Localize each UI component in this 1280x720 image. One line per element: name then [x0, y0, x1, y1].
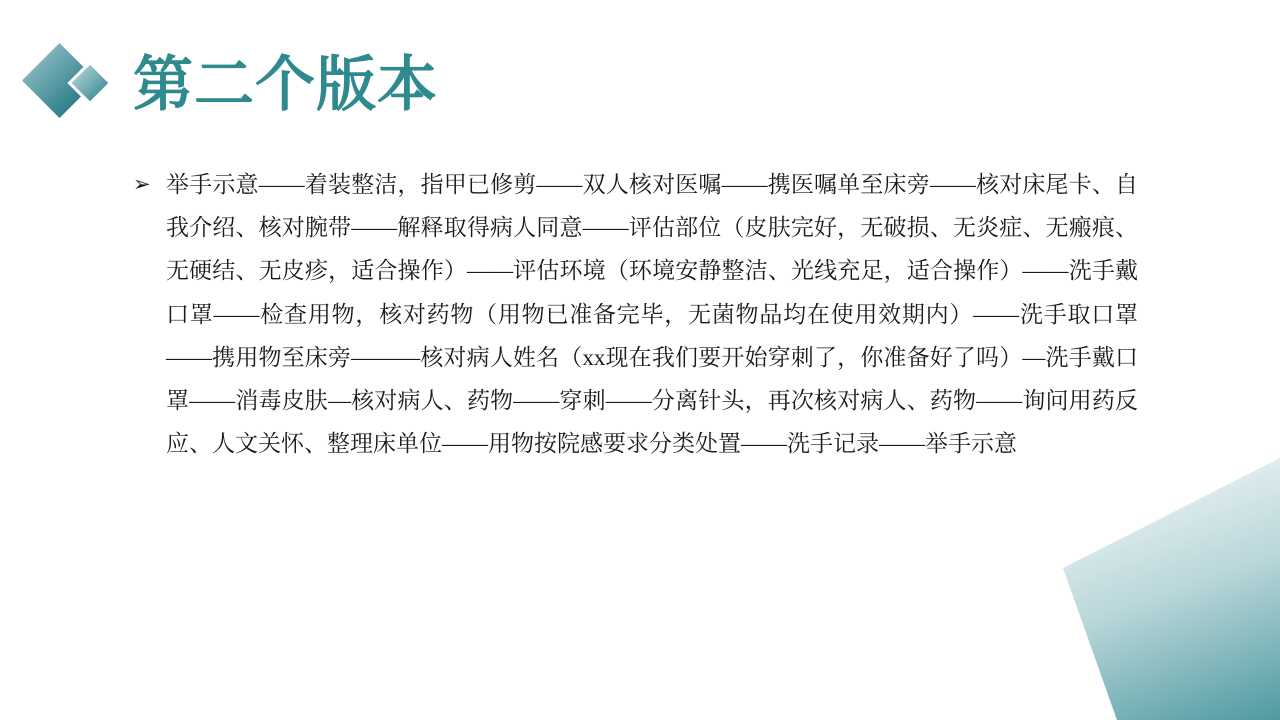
body-paragraph: 举手示意——着装整洁，指甲已修剪——双人核对医嘱——携医嘱单至床旁——核对床尾卡、自我介绍、核对腕带——解释取得病人同意——评估部位（皮肤完好，无破损、无炎症、无瘢痕、无硬结、无皮疹，适合操作）——评估环境（环境安静整洁、光线充足，适合操作）——洗手戴口罩——检查用物，核对药物（用物已准备完毕，无菌物品均在使用效期内）——洗手取口罩——携用物至床旁———核对病人姓名（xx现在我们要开始穿刺了，你准备好了吗）—洗手戴口罩——消毒皮肤—核对病人、药物——穿刺——分离针头，再次核对病人、药物——询问用药反应、人文关怀、整理床单位——用物按院感要求分类处置——洗手记录——举手示意	[166, 172, 1138, 457]
slide-title: 第二个版本	[133, 52, 438, 118]
body-text-block	[133, 163, 1138, 465]
title-row	[0, 0, 1280, 140]
bullet-arrow-icon: ➢	[133, 172, 151, 196]
corner-decoration	[1040, 440, 1280, 720]
